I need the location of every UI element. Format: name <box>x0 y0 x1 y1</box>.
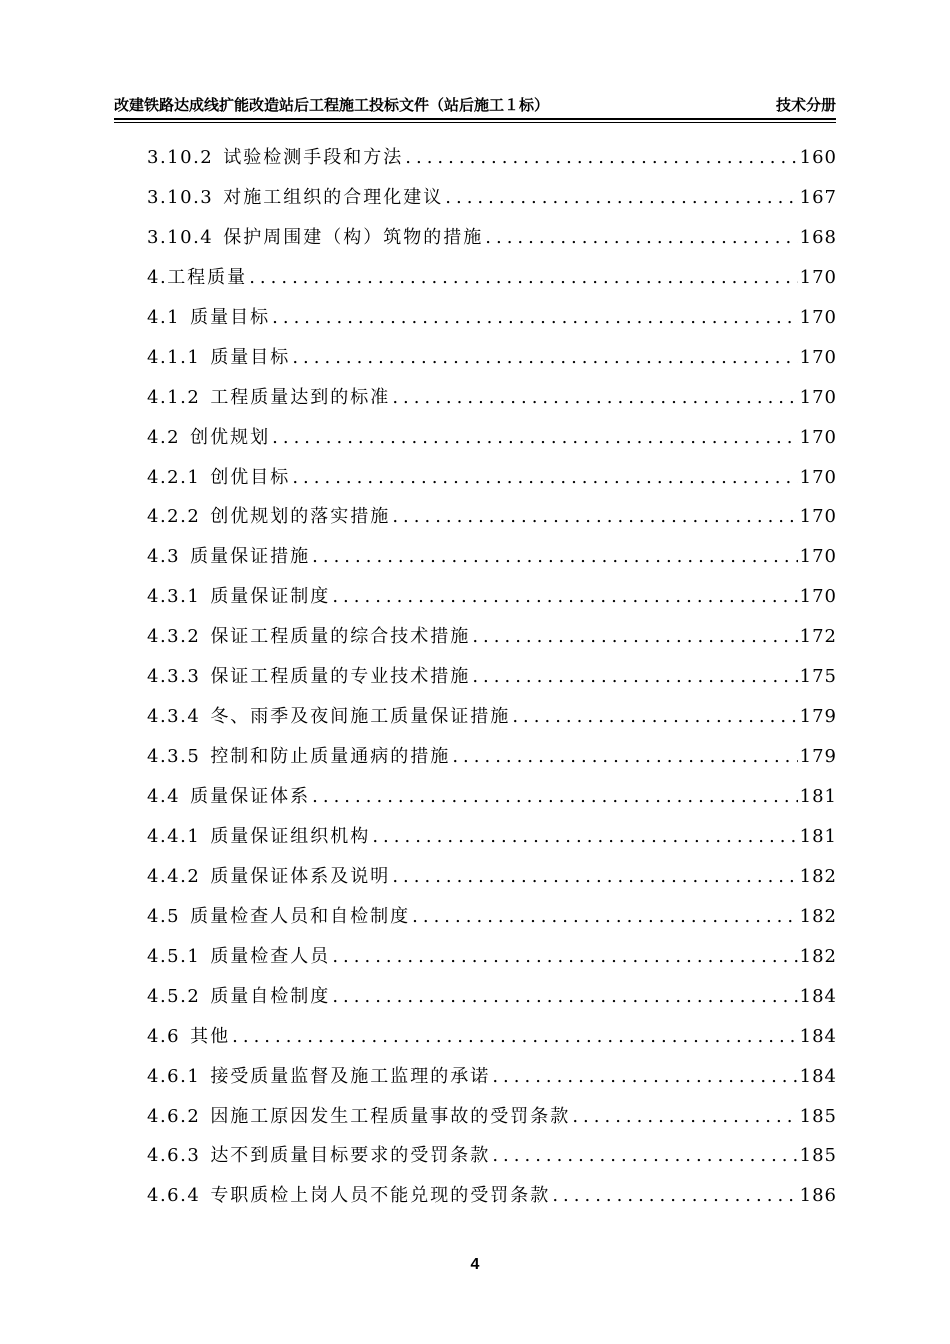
toc-entry[interactable] <box>147 657 837 697</box>
toc-entry[interactable] <box>147 178 837 218</box>
toc-entry[interactable] <box>147 258 837 298</box>
toc-entry[interactable] <box>147 697 837 737</box>
toc-entry[interactable] <box>147 1057 837 1097</box>
toc-entry-title: 质量保证体系及说明 <box>210 865 391 887</box>
toc-entry[interactable] <box>147 617 837 657</box>
toc-entry-title: 保证工程质量的专业技术措施 <box>210 666 471 688</box>
toc-entry[interactable] <box>147 577 837 617</box>
toc-leader-dots <box>392 378 797 418</box>
toc-entry-title: 保护周围建（构）筑物的措施 <box>223 226 484 248</box>
toc-entry-page: 170 <box>799 466 837 488</box>
header-volume-title: 技术分册 <box>775 96 836 114</box>
toc-entry-page: 172 <box>799 626 837 648</box>
toc-entry-page: 170 <box>799 346 837 368</box>
toc-entry-title: 对施工组织的合理化建议 <box>223 186 444 208</box>
toc-entry-number: 4.6 <box>147 1025 181 1047</box>
toc-entry-number: 4.5 <box>147 905 181 927</box>
table-of-contents <box>147 138 837 1216</box>
page-number: 4 <box>470 1256 480 1273</box>
toc-leader-dots <box>392 857 797 897</box>
toc-leader-dots <box>445 178 797 218</box>
toc-entry[interactable] <box>147 138 837 178</box>
toc-leader-dots <box>492 1057 797 1097</box>
toc-entry-page: 185 <box>799 1105 837 1127</box>
toc-leader-dots <box>472 657 797 697</box>
toc-leader-dots <box>332 577 797 617</box>
toc-entry-page: 170 <box>799 546 837 568</box>
toc-entry-title: 质量检查人员和自检制度 <box>190 905 411 927</box>
toc-entry-title: 其他 <box>190 1025 231 1047</box>
header-document-title: 改建铁路达成线扩能改造站后工程施工投标文件（站后施工１标） <box>114 96 550 114</box>
toc-leader-dots <box>405 138 797 178</box>
toc-entry-page: 170 <box>799 386 837 408</box>
toc-entry[interactable] <box>147 298 837 338</box>
toc-entry-title: 创优目标 <box>210 466 291 488</box>
toc-leader-dots <box>512 697 797 737</box>
toc-entry-page: 182 <box>799 945 837 967</box>
toc-leader-dots <box>292 338 797 378</box>
toc-entry-page: 167 <box>799 186 837 208</box>
toc-entry[interactable] <box>147 1097 837 1137</box>
toc-leader-dots <box>392 497 797 537</box>
toc-entry-number: 3.10.4 <box>147 226 214 248</box>
toc-entry-page: 170 <box>799 306 837 328</box>
toc-entry-number: 4.3.1 <box>147 586 201 608</box>
toc-entry-title: 专职质检上岗人员不能兑现的受罚条款 <box>210 1185 551 1207</box>
toc-entry-page: 179 <box>799 746 837 768</box>
toc-entry-page: 170 <box>799 266 837 288</box>
toc-entry-number: 4.2.1 <box>147 466 201 488</box>
toc-entry-number: 4.4 <box>147 786 181 807</box>
toc-entry-page: 186 <box>799 1185 837 1207</box>
toc-leader-dots <box>452 737 797 777</box>
toc-entry-title: 质量保证制度 <box>210 586 331 608</box>
toc-entry-number: 4.2 <box>147 426 181 448</box>
toc-entry-title: 达不到质量目标要求的受罚条款 <box>210 1145 491 1167</box>
toc-entry-number: 4.6.2 <box>147 1105 201 1127</box>
toc-leader-dots <box>372 817 797 857</box>
header-rule-thick <box>114 118 836 120</box>
toc-entry-number: 4.3.3 <box>147 666 201 688</box>
toc-entry[interactable] <box>147 857 837 897</box>
toc-entry[interactable] <box>147 1017 837 1057</box>
toc-entry-title: 接受质量监督及施工监理的承诺 <box>210 1065 491 1087</box>
toc-entry[interactable] <box>147 1136 837 1176</box>
toc-entry-number: 4.1 <box>147 306 181 328</box>
toc-leader-dots <box>552 1176 797 1216</box>
toc-entry-title: 质量检查人员 <box>210 945 331 967</box>
toc-entry[interactable] <box>147 817 837 857</box>
toc-entry[interactable] <box>147 497 837 537</box>
toc-entry-page: 182 <box>799 865 837 887</box>
toc-entry-number: 4.6.1 <box>147 1065 201 1087</box>
toc-leader-dots <box>472 617 797 657</box>
toc-entry-title: 因施工原因发生工程质量事故的受罚条款 <box>210 1105 571 1127</box>
toc-entry-title: 试验检测手段和方法 <box>223 147 404 168</box>
toc-entry-number: 4.5.2 <box>147 985 201 1007</box>
toc-entry-page: 182 <box>799 905 837 927</box>
toc-entry-number: 3.10.3 <box>147 186 214 208</box>
toc-leader-dots <box>272 418 798 458</box>
toc-entry-page: 170 <box>799 506 837 528</box>
toc-entry-page: 179 <box>799 706 837 728</box>
toc-entry-title: 质量保证组织机构 <box>210 825 371 847</box>
toc-entry-number: 4.3.5 <box>147 746 201 768</box>
toc-entry[interactable] <box>147 737 837 777</box>
toc-entry-page: 160 <box>799 147 837 168</box>
toc-entry-title: 冬、雨季及夜间施工质量保证措施 <box>210 706 511 728</box>
toc-leader-dots <box>272 298 798 338</box>
toc-entry-page: 185 <box>799 1145 837 1167</box>
toc-entry-page: 181 <box>799 825 837 847</box>
toc-entry[interactable] <box>147 338 837 378</box>
toc-entry-number: 3.10.2 <box>147 147 214 168</box>
toc-entry-page: 170 <box>799 586 837 608</box>
toc-entry-page: 175 <box>799 666 837 688</box>
toc-entry[interactable] <box>147 1176 837 1216</box>
toc-leader-dots <box>412 897 798 937</box>
toc-entry-page: 184 <box>799 985 837 1007</box>
toc-entry-number: 4.1.2 <box>147 386 201 408</box>
toc-entry-title: 保证工程质量的综合技术措施 <box>210 626 471 648</box>
toc-entry[interactable] <box>147 218 837 258</box>
toc-entry[interactable] <box>147 777 837 817</box>
toc-leader-dots <box>312 537 798 577</box>
toc-leader-dots <box>312 777 798 817</box>
toc-entry-number: 4.3 <box>147 546 181 568</box>
toc-leader-dots <box>249 258 797 298</box>
toc-leader-dots <box>572 1097 797 1137</box>
toc-entry-page: 184 <box>799 1065 837 1087</box>
running-header <box>114 94 836 116</box>
toc-entry-page: 184 <box>799 1025 837 1047</box>
toc-entry-number: 4.6.3 <box>147 1145 201 1167</box>
toc-entry[interactable] <box>147 418 837 458</box>
toc-entry-title: 质量目标 <box>210 346 291 368</box>
toc-entry-title: 工程质量达到的标准 <box>210 386 391 408</box>
toc-entry-number: 4.2.2 <box>147 506 201 528</box>
toc-entry-number: 4.4.1 <box>147 825 201 847</box>
toc-entry[interactable] <box>147 897 837 937</box>
toc-entry-page: 170 <box>799 426 837 448</box>
toc-entry-title: 工程质量 <box>167 266 248 288</box>
toc-entry[interactable] <box>147 977 837 1017</box>
toc-entry-number: 4.4.2 <box>147 865 201 887</box>
toc-entry-title: 控制和防止质量通病的措施 <box>210 746 451 768</box>
toc-entry-page: 168 <box>799 226 837 248</box>
toc-entry-title: 质量自检制度 <box>210 985 331 1007</box>
toc-leader-dots <box>292 458 797 498</box>
toc-entry[interactable] <box>147 378 837 418</box>
header-rule-thin <box>114 122 836 123</box>
toc-entry-title: 质量保证措施 <box>190 546 311 568</box>
toc-entry-number: 4.3.4 <box>147 706 201 728</box>
toc-leader-dots <box>332 937 797 977</box>
toc-leader-dots <box>492 1136 797 1176</box>
toc-entry-number: 4.3.2 <box>147 626 201 648</box>
toc-entry-number: 4. <box>147 266 168 288</box>
toc-entry-title: 质量保证体系 <box>190 786 311 807</box>
toc-leader-dots <box>485 218 797 258</box>
toc-entry-page: 181 <box>799 786 837 807</box>
toc-entry-title: 质量目标 <box>190 306 271 328</box>
toc-entry-title: 创优规划 <box>190 426 271 448</box>
toc-entry-number: 4.6.4 <box>147 1185 201 1207</box>
toc-leader-dots <box>332 977 797 1017</box>
toc-entry-number: 4.5.1 <box>147 945 201 967</box>
toc-entry[interactable] <box>147 937 837 977</box>
toc-entry-number: 4.1.1 <box>147 346 201 368</box>
toc-entry[interactable] <box>147 537 837 577</box>
toc-leader-dots <box>232 1017 798 1057</box>
toc-entry-title: 创优规划的落实措施 <box>210 506 391 528</box>
toc-entry[interactable] <box>147 458 837 498</box>
